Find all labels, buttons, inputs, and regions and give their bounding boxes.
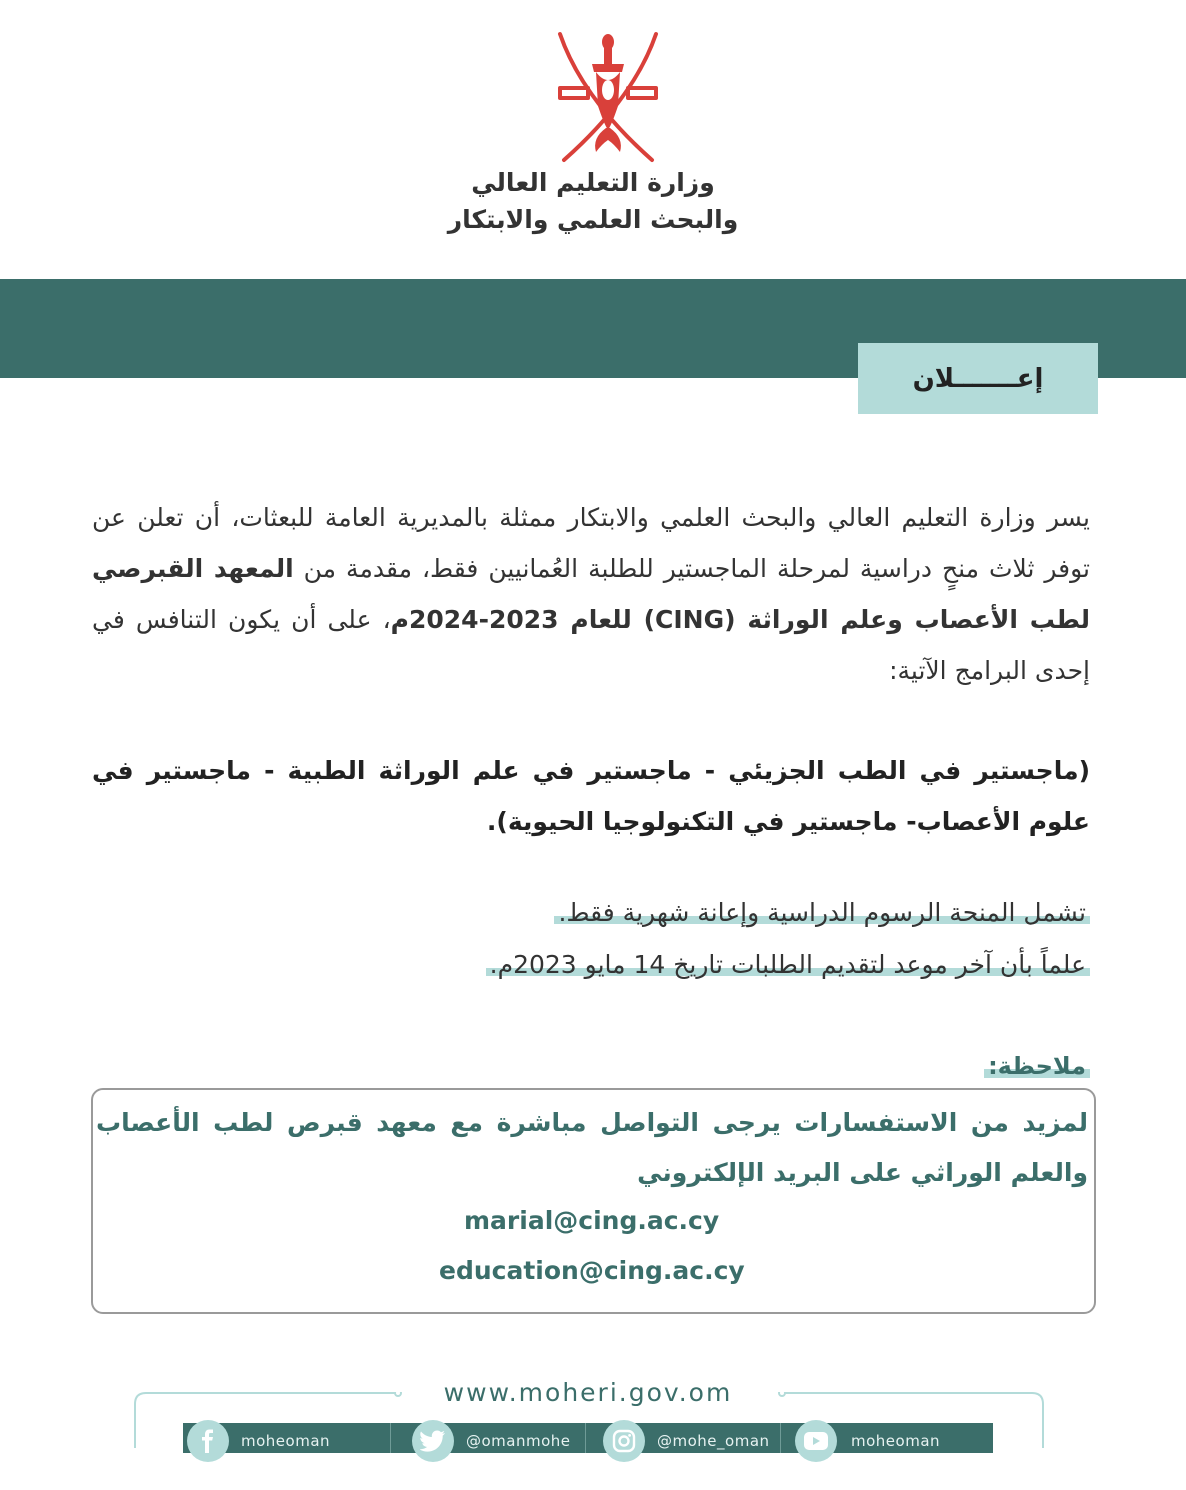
social-instagram[interactable]: [603, 1419, 770, 1463]
social-separator: [390, 1423, 391, 1453]
ministry-name-line1: وزارة التعليم العالي: [471, 168, 715, 197]
announcement-label: إعـــــــلان: [858, 343, 1098, 414]
social-separator: [585, 1423, 586, 1453]
website-link[interactable]: www.moheri.gov.om: [443, 1378, 733, 1407]
twitter-handle: @omanmohe: [466, 1432, 571, 1450]
facebook-icon: [187, 1420, 229, 1462]
youtube-handle: moheoman: [851, 1432, 941, 1450]
programs-list: (ماجستير في الطب الجزيئي - ماجستير في علم الوراثة الطبية - ماجستير في علوم الأعصاب- ماجستير في التكنولوجيا الحيوية).: [92, 756, 1090, 836]
youtube-icon: [795, 1420, 837, 1462]
social-youtube[interactable]: [795, 1419, 940, 1463]
social-separator: [780, 1423, 781, 1453]
note-label: ملاحظة:: [984, 1052, 1090, 1080]
note-text: لمزيد من الاستفسارات يرجى التواصل مباشرة مع معهد قبرص لطب الأعصاب والعلم الوراثي على البريد الإلكتروني: [96, 1108, 1088, 1187]
grant-coverage-text: تشمل المنحة الرسوم الدراسية وإعانة شهرية فقط.: [554, 898, 1090, 927]
email-link-education[interactable]: education@cing.ac.cy: [439, 1256, 745, 1285]
instagram-icon: [603, 1420, 645, 1462]
instagram-handle: @mohe_oman: [657, 1432, 770, 1450]
deadline-notice: [486, 950, 1090, 979]
ministry-name-line2: والبحث العلمي والابتكار: [447, 205, 739, 234]
deadline-notice-text: علماً بأن آخر موعد لتقديم الطلبات تاريخ 14 مايو 2023م.: [486, 950, 1090, 979]
intro-text-part1: يسر وزارة التعليم العالي والبحث العلمي والابتكار ممثلة بالمديرية العامة للبعثات، أن تعلن عن توفر ثلاث منحٍ دراسية لمرحلة الماجستير للطلبة العُمانيين فقط، مقدمة من: [92, 503, 1091, 583]
social-twitter[interactable]: [412, 1419, 571, 1463]
social-facebook[interactable]: [187, 1419, 330, 1463]
twitter-icon: [412, 1420, 454, 1462]
intro-text-part2: ، على أن يكون التنافس في إحدى البرامج الآتية:: [92, 605, 1090, 685]
oman-emblem-icon: [552, 28, 664, 166]
institute-name: المعهد القبرصي لطب الأعصاب وعلم الوراثة (CING) للعام 2023-2024م: [92, 554, 1091, 634]
grant-coverage: [554, 898, 1090, 927]
announcement-intro: [92, 492, 1090, 696]
email-link-marial[interactable]: marial@cing.ac.cy: [464, 1206, 720, 1235]
facebook-handle: moheoman: [241, 1432, 331, 1450]
